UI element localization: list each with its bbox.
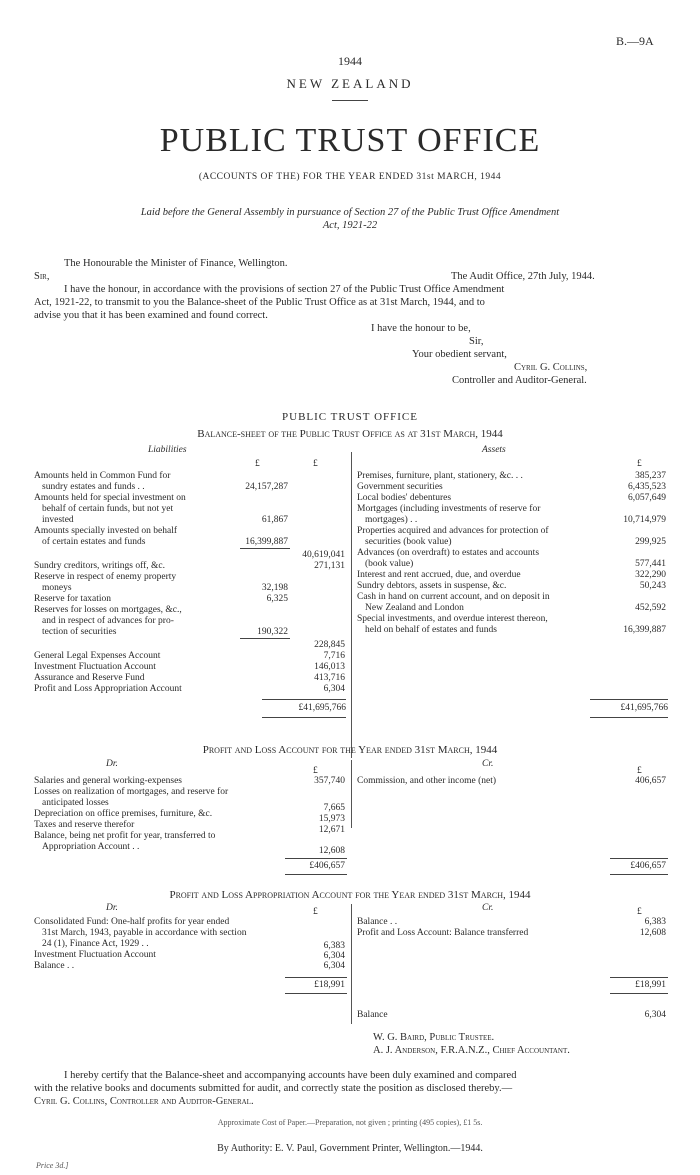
total-rule — [285, 977, 347, 978]
pound-sign: £ — [313, 907, 318, 917]
profit-loss-title: Profit and Loss Account for the Year ended 31st March, 1944 — [202, 744, 498, 756]
asset-label: Premises, furniture, plant, stationery, &c. . . — [357, 471, 523, 481]
certificate-line: I hereby certify that the Balance-sheet and accompanying accounts have been duly examined and compared — [64, 1070, 517, 1081]
printer-authority: By Authority: E. V. Paul, Government Printer, Wellington.—1944. — [217, 1143, 483, 1154]
asset-value: 16,399,887 — [623, 625, 666, 635]
debit-label: Balance, being net profit for year, transferred to — [34, 831, 216, 841]
pound-sign: £ — [637, 907, 642, 917]
laid-before-line2: Act, 1921-22 — [322, 220, 378, 231]
chief-accountant-signature: A. J. Anderson, F.R.A.N.Z., Chief Accountant. — [373, 1045, 570, 1056]
pound-sign: £ — [313, 766, 318, 776]
liability-value: 146,013 — [314, 662, 345, 672]
laid-before-line1: Laid before the General Assembly in pursuance of Section 27 of the Public Trust Office Amendment — [140, 207, 560, 218]
asset-label: securities (book value) — [365, 537, 452, 547]
letter-place-date: The Audit Office, 27th July, 1944. — [451, 271, 595, 282]
debit-value: 12,671 — [318, 825, 345, 835]
assets-total: £41,695,766 — [620, 703, 668, 713]
debit-heading: Dr. — [106, 759, 118, 769]
liability-value: 16,399,887 — [245, 537, 288, 547]
debit-heading: Dr. — [106, 903, 118, 913]
balance-sheet-title: Balance-sheet of the Public Trust Office as at 31st March, 1944 — [197, 428, 503, 440]
asset-label: Cash in hand on current account, and on deposit in — [357, 592, 550, 602]
asset-label: held on behalf of estates and funds — [365, 625, 497, 635]
credit-value: 6,304 — [644, 1010, 666, 1020]
pound-sign: £ — [637, 766, 642, 776]
divider — [332, 100, 368, 101]
debit-label: Taxes and reserve therefor — [34, 820, 135, 830]
asset-label: New Zealand and London — [365, 603, 464, 613]
letter-closing: Your obedient servant, — [412, 349, 507, 360]
liability-value: 6,325 — [266, 594, 288, 604]
column-divider — [351, 904, 352, 1024]
liabilities-total: £41,695,766 — [298, 703, 346, 713]
letter-salutation: Sir, — [34, 271, 50, 282]
letter-body-line: I have the honour, in accordance with the provisions of section 27 of the Public Trust Office Amendment — [64, 284, 505, 295]
pound-sign: £ — [255, 459, 260, 469]
liability-label: moneys — [42, 583, 72, 593]
liability-label: General Legal Expenses Account — [34, 651, 161, 661]
column-divider — [351, 452, 352, 758]
liability-label: Investment Fluctuation Account — [34, 662, 156, 672]
asset-label: Government securities — [357, 482, 443, 492]
debit-label: Investment Fluctuation Account — [34, 950, 156, 960]
liability-label: Reserve in respect of enemy property — [34, 572, 177, 582]
debit-total: £18,991 — [314, 980, 345, 990]
total-rule — [610, 993, 668, 994]
asset-label: Sundry debtors, assets in suspense, &c. — [357, 581, 507, 591]
credit-label: Balance . . — [357, 917, 398, 927]
credit-label: Balance — [357, 1010, 388, 1020]
total-rule — [610, 977, 668, 978]
liability-value: 190,322 — [257, 627, 288, 637]
liability-value: 7,716 — [323, 651, 345, 661]
letter-addressee: The Honourable the Minister of Finance, Wellington. — [64, 258, 288, 269]
total-rule — [590, 717, 668, 718]
appropriation-title: Profit and Loss Appropriation Account for the Year ended 31st March, 1944 — [169, 889, 531, 901]
pound-sign: £ — [637, 459, 642, 469]
liability-value: 413,716 — [314, 673, 345, 683]
debit-label: anticipated losses — [42, 798, 109, 808]
total-rule — [262, 699, 346, 700]
debit-value: 357,740 — [314, 776, 345, 786]
liability-label: invested — [42, 515, 74, 525]
document-reference: B.—9A — [616, 34, 654, 48]
liability-label: Amounts specially invested on behalf — [34, 526, 177, 536]
asset-value: 50,243 — [639, 581, 666, 591]
certificate-line: with the relative books and documents submitted for audit, and correctly state the position as disclosed thereby.— — [34, 1083, 513, 1094]
asset-value: 6,057,649 — [628, 493, 666, 503]
liability-label: of certain estates and funds — [42, 537, 146, 547]
credit-label: Profit and Loss Account: Balance transferred — [357, 928, 529, 938]
debit-value: 6,383 — [323, 941, 345, 951]
asset-label: mortgages) . . — [365, 515, 418, 525]
debit-value: 7,665 — [323, 803, 345, 813]
asset-label: Interest and rent accrued, due, and overdue — [357, 570, 521, 580]
asset-label: Special investments, and overdue interest thereon, — [357, 614, 548, 624]
credit-heading: Cr. — [482, 903, 494, 913]
liability-label: Reserves for losses on mortgages, &c., — [34, 605, 182, 615]
total-rule — [610, 874, 668, 875]
asset-value: 299,925 — [635, 537, 666, 547]
liability-label: Sundry creditors, writings off, &c. — [34, 561, 165, 571]
credit-total: £406,657 — [630, 861, 666, 871]
letter-closing: I have the honour to be, — [371, 323, 471, 334]
liability-label: Assurance and Reserve Fund — [34, 673, 145, 683]
credit-label: Commission, and other income (net) — [357, 776, 497, 786]
printing-cost-note: Approximate Cost of Paper.—Preparation, not given ; printing (495 copies), £1 5s. — [217, 1118, 483, 1127]
debit-label: Consolidated Fund: One-half profits for year ended — [34, 917, 230, 927]
asset-label: Properties acquired and advances for protection of — [357, 526, 549, 536]
liability-value: 6,304 — [323, 684, 345, 694]
debit-label: Balance . . — [34, 961, 75, 971]
credit-value: 12,608 — [639, 928, 666, 938]
subtotal-rule — [240, 548, 290, 549]
debit-value: 15,973 — [318, 814, 345, 824]
liability-label: behalf of certain funds, but not yet — [42, 504, 174, 514]
asset-value: 577,441 — [635, 559, 666, 569]
asset-value: 322,290 — [635, 570, 666, 580]
debit-label: Salaries and general working-expenses — [34, 776, 182, 786]
price-note: Price 3d.] — [36, 1161, 69, 1170]
liability-value: 61,867 — [261, 515, 288, 525]
liability-subtotal: 40,619,041 — [302, 550, 345, 560]
letter-body-line: Act, 1921-22, to transmit to you the Balance-sheet of the Public Trust Office as at 31st March, 1944, and to — [34, 297, 485, 308]
asset-value: 385,237 — [635, 471, 666, 481]
assets-heading: Assets — [482, 445, 506, 455]
asset-value: 452,592 — [635, 603, 666, 613]
liability-label: Amounts held in Common Fund for — [34, 471, 171, 481]
total-rule — [285, 858, 347, 859]
asset-label: Mortgages (including investments of reserve for — [357, 504, 541, 514]
letter-signature: Cyril G. Collins, — [514, 362, 588, 373]
liability-subtotal: 228,845 — [314, 640, 345, 650]
credit-value: 6,383 — [644, 917, 666, 927]
liability-label: tection of securities — [42, 627, 117, 637]
debit-value: 6,304 — [323, 951, 345, 961]
certificate-signature: Cyril G. Collins, Controller and Auditor-General. — [34, 1096, 254, 1107]
country-heading: NEW ZEALAND — [286, 76, 414, 91]
subtotal-rule — [240, 638, 290, 639]
letter-closing: Sir, — [469, 336, 484, 347]
total-rule — [610, 858, 668, 859]
credit-heading: Cr. — [482, 759, 494, 769]
page-title: PUBLIC TRUST OFFICE — [159, 122, 541, 159]
liability-label: sundry estates and funds . . — [42, 482, 145, 492]
credit-total: £18,991 — [635, 980, 666, 990]
total-rule — [262, 717, 346, 718]
liability-value: 24,157,287 — [245, 482, 288, 492]
liability-label: Reserve for taxation — [34, 594, 112, 604]
public-trustee-signature: W. G. Baird, Public Trustee. — [373, 1032, 495, 1043]
pound-sign: £ — [313, 459, 318, 469]
asset-label: Local bodies' debentures — [357, 493, 452, 503]
debit-label: Depreciation on office premises, furniture, &c. — [34, 809, 213, 819]
year-heading: 1944 — [338, 54, 362, 68]
liability-label: and in respect of advances for pro- — [42, 616, 174, 626]
total-rule — [285, 993, 347, 994]
debit-value: 12,608 — [318, 846, 345, 856]
debit-total: £406,657 — [309, 861, 345, 871]
asset-label: (book value) — [365, 559, 414, 569]
credit-value: 406,657 — [635, 776, 666, 786]
letter-signature-title: Controller and Auditor-General. — [452, 375, 587, 386]
liability-label: Profit and Loss Appropriation Account — [34, 684, 182, 694]
balance-sheet-heading: PUBLIC TRUST OFFICE — [282, 411, 418, 423]
letter-body-line: advise you that it has been examined and found correct. — [34, 310, 268, 321]
liability-value: 271,131 — [314, 561, 345, 571]
total-rule — [285, 874, 347, 875]
debit-value: 6,304 — [323, 961, 345, 971]
liability-value: 32,198 — [261, 583, 288, 593]
liabilities-heading: Liabilities — [148, 445, 187, 455]
debit-label: Appropriation Account . . — [42, 842, 140, 852]
asset-value: 10,714,979 — [623, 515, 666, 525]
liability-label: Amounts held for special investment on — [34, 493, 186, 503]
debit-label: Losses on realization of mortgages, and reserve for — [34, 787, 229, 797]
total-rule — [590, 699, 668, 700]
column-divider — [351, 760, 352, 828]
asset-value: 6,435,523 — [628, 482, 666, 492]
debit-label: 24 (1), Finance Act, 1929 . . — [42, 939, 149, 949]
asset-label: Advances (on overdraft) to estates and accounts — [357, 548, 540, 558]
page-subtitle: (ACCOUNTS OF THE) FOR THE YEAR ENDED 31st MARCH, 1944 — [198, 172, 502, 182]
debit-label: 31st March, 1943, payable in accordance with section — [42, 928, 247, 938]
